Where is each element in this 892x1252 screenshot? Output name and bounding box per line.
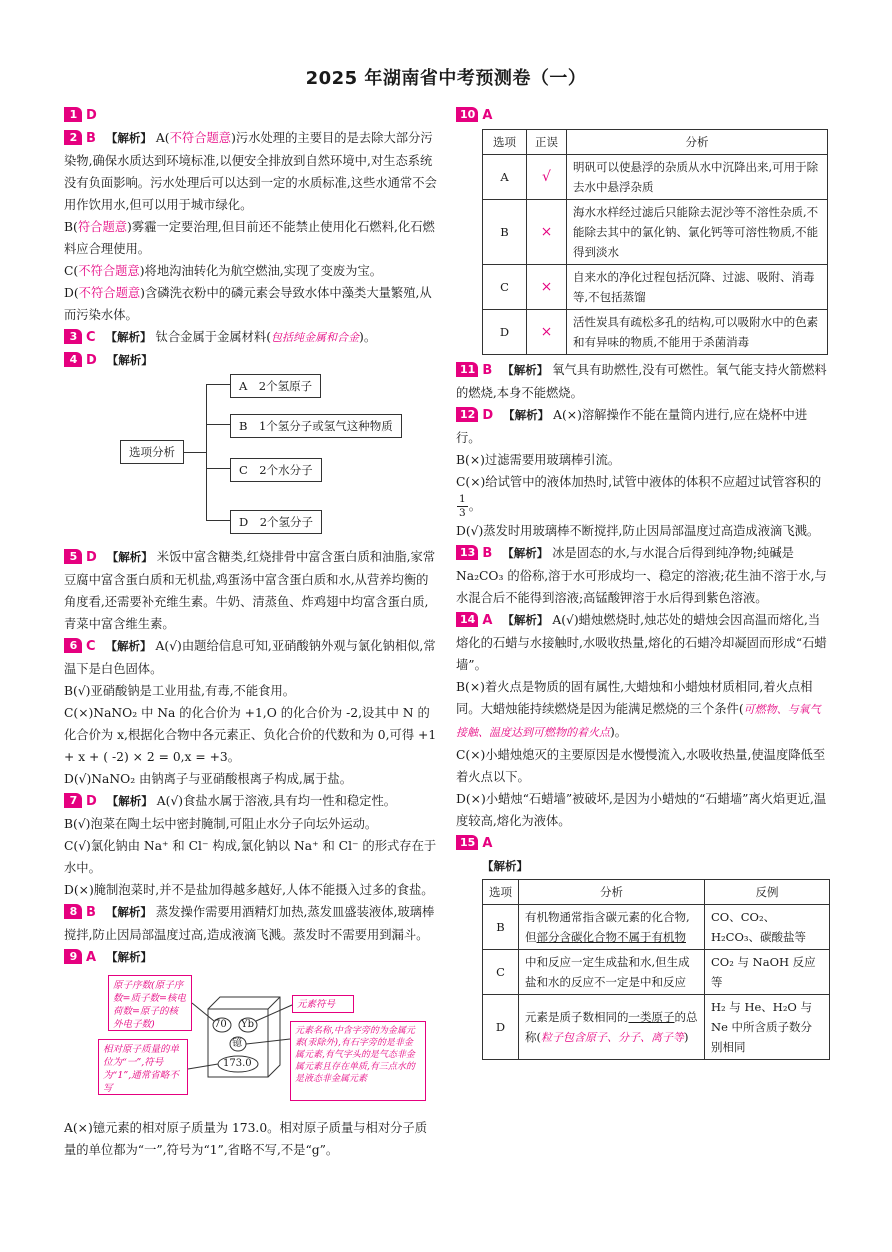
- question-number: 2: [64, 130, 82, 145]
- question-13: [456, 542, 830, 609]
- diagram-root: 选项分析: [120, 440, 184, 464]
- table-header-row: [483, 130, 828, 155]
- table-cell: 中和反应一定生成盐和水,但生成盐和水的反应不一定是中和反应: [519, 950, 705, 995]
- wrong-mark: ×: [527, 310, 567, 355]
- question-number: 9: [64, 949, 82, 964]
- cell-name: 镱: [232, 1038, 242, 1049]
- analysis-label: 【解析】: [503, 408, 550, 422]
- answer-letter: C: [86, 330, 96, 345]
- answer-letter: B: [482, 363, 493, 378]
- option-text: A(√)蜡烛燃烧时,烛芯处的蜡烛会因高温而熔化,当熔化的石蜡与水接触时,水吸收热量,熔化的石蜡冷却凝固而形成“石蜡墙”。: [456, 613, 827, 672]
- analysis-text: 冰是固态的水,与水混合后得到纯净物;纯碱是 Na₂CO₃ 的俗称,溶于水可形成均一、稳定的溶液;花生油不溶于水,与水混合后不能得到溶液;高锰酸钾溶于水后得到紫色溶液。: [456, 546, 827, 605]
- option-text: A(×)溶解操作不能在量筒内进行,应在烧杯中进行。: [456, 408, 808, 445]
- diagram-item-a: A 2个氢原子: [230, 374, 321, 398]
- diagram-item-d: D 2个氢分子: [230, 510, 322, 534]
- question-1: [64, 104, 438, 127]
- analysis-label: 【解析】: [106, 353, 153, 367]
- table-header-row: [483, 880, 830, 905]
- answer-letter: D: [86, 108, 97, 123]
- question-4: [64, 349, 438, 542]
- diagram-item-b: B 1个氢分子或氢气这种物质: [230, 414, 402, 438]
- question-number: 12: [456, 407, 478, 422]
- question-2: [64, 127, 438, 326]
- cell-text: 有机物通常指含碳元素的化合物,但: [525, 910, 690, 944]
- option-text: )含磷洗衣粉中的磷元素会导致水体中藻类大量繁殖,从而污染水体。: [64, 286, 432, 322]
- analysis-label: 【解析】: [105, 131, 152, 145]
- option-text: C(×)给试管中的液体加热时,试管中液体的体积不应超过试管容积的: [456, 475, 822, 489]
- option-prefix: A(: [155, 131, 170, 145]
- option-text: 。: [468, 499, 481, 513]
- counterexample-table: [482, 879, 830, 1060]
- correct-mark: √: [527, 155, 567, 200]
- cell-mass: 173.0: [223, 1058, 252, 1069]
- question-number: 8: [64, 904, 82, 919]
- option-text: )污水处理的主要目的是去除大部分污染物,确保水质达到环境标准,以便安全排放到自然环境中,对生态系统没有负面影响。污水处理后可以达到一定的水质标准,这些水通常不会用作饮用水,但可以用于城市绿化。: [64, 131, 437, 212]
- handwritten-note: 可燃物、与氧气接触、温度达到可燃物的着火点: [456, 703, 821, 739]
- option-text: D(×)小蜡烛“石蜡墙”被破坏,是因为小蜡烛的“石蜡墙”离火焰更近,温度较高,熔化为液体。: [456, 792, 827, 828]
- question-number: 5: [64, 549, 82, 564]
- option-text: )雾霾一定要治理,但目前还不能禁止使用化石燃料,化石燃料应合理使用。: [64, 220, 435, 256]
- answer-letter: A: [482, 108, 493, 123]
- question-15: [456, 832, 830, 1060]
- connector-line: [206, 520, 230, 521]
- table-cell: [519, 995, 705, 1060]
- question-number: 3: [64, 329, 82, 344]
- table-cell: B: [483, 200, 527, 265]
- option-text: B(×)着火点是物质的固有属性,大蜡烛和小蜡烛材质相同,着火点相同。大蜡烛能持续燃烧是因为能满足燃烧的三个条件(: [456, 680, 813, 716]
- wrong-mark: ×: [527, 200, 567, 265]
- underlined-text: 部分含碳化合物不属于有机物: [536, 930, 686, 944]
- table-cell: C: [483, 950, 519, 995]
- table-cell: A: [483, 155, 527, 200]
- question-12: [456, 404, 830, 542]
- fraction-numerator: 1: [459, 493, 466, 505]
- table-header: 反例: [705, 880, 830, 905]
- analysis-label: 【解析】: [482, 859, 528, 873]
- wrong-mark: ×: [527, 265, 567, 310]
- element-cell-diagram: [64, 969, 438, 1117]
- table-row: [483, 905, 830, 950]
- annotation-name: 元素名称,中含字旁的为金属元素(汞除外),有石字旁的是非金属元素,有气字头的是气态非金属元素且存在单质,有三点水的是液态非金属元素: [290, 1021, 426, 1101]
- diagram-item-c: C 2个水分子: [230, 458, 322, 482]
- underlined-text: 一类原子: [628, 1009, 675, 1024]
- question-9: [64, 946, 438, 1161]
- analysis-label: 【解析】: [105, 330, 152, 344]
- analysis-text: A(×)镱元素的相对原子质量为 173.0。相对原子质量与相对分子质量的单位都为“一”,符号为“1”,省略不写,不是“g”。: [64, 1121, 428, 1157]
- analysis-table: [482, 129, 828, 355]
- cell-text: 元素是质子数相同的: [525, 1009, 629, 1024]
- fraction-denominator: 3: [459, 507, 466, 519]
- connector-line: [206, 468, 230, 469]
- table-cell: 活性炭具有疏松多孔的结构,可以吸附水中的色素和有异味的物质,不能用于杀菌消毒: [567, 310, 828, 355]
- cube-sketch: [64, 969, 438, 1117]
- table-header: 选项: [483, 130, 527, 155]
- option-tag: 不符合题意: [169, 131, 232, 145]
- analysis-label: 【解析】: [106, 950, 153, 964]
- analysis-label: 【解析】: [502, 363, 549, 377]
- analysis-label: 【解析】: [106, 550, 153, 564]
- table-cell: B: [483, 905, 519, 950]
- option-text: C(√)氯化钠由 Na⁺ 和 Cl⁻ 构成,氯化钠以 Na⁺ 和 Cl⁻ 的形式存在于水中。: [64, 839, 437, 875]
- question-5: [64, 546, 438, 635]
- handwritten-note: 粒子包含原子、分子、离子等: [541, 1030, 684, 1044]
- option-text: A(√)食盐水属于溶液,具有均一性和稳定性。: [156, 794, 397, 808]
- table-cell: D: [483, 310, 527, 355]
- option-prefix: B(: [64, 220, 78, 234]
- analysis-label: 【解析】: [106, 794, 153, 808]
- table-cell: CO₂ 与 NaOH 反应等: [705, 950, 830, 995]
- table-row: [483, 200, 828, 265]
- option-prefix: D(: [64, 286, 79, 300]
- option-text: )。: [610, 725, 628, 739]
- answer-letter: B: [86, 905, 96, 920]
- table-header: 正误: [527, 130, 567, 155]
- option-tag: 不符合题意: [78, 286, 141, 300]
- answer-letter: A: [86, 950, 97, 965]
- option-text: B(×)过滤需要用玻璃棒引流。: [456, 453, 621, 467]
- annotation-symbol: 元素符号: [292, 995, 354, 1013]
- table-header: 分析: [519, 880, 705, 905]
- analysis-label: 【解析】: [105, 639, 152, 653]
- question-10: [456, 104, 830, 355]
- option-analysis-diagram: [64, 372, 438, 542]
- table-row: [483, 265, 828, 310]
- option-text: A(√)由题给信息可知,亚硝酸钠外观与氯化钠相似,常温下是白色固体。: [64, 639, 436, 676]
- table-header: 分析: [567, 130, 828, 155]
- table-cell: CO、CO₂、H₂CO₃、碳酸盐等: [705, 905, 830, 950]
- option-tag: 不符合题意: [78, 264, 140, 278]
- answer-letter: D: [482, 408, 494, 423]
- analysis-text: 蒸发操作需要用酒精灯加热,蒸发皿盛装液体,玻璃棒搅拌,防止因局部温度过高,造成液滴飞溅。蒸发时不需要用到漏斗。: [64, 905, 435, 942]
- question-number: 10: [456, 107, 478, 122]
- right-column: [456, 104, 830, 1060]
- option-text: C(×)小蜡烛熄灭的主要原因是水慢慢流入,水吸收热量,使温度降低至着火点以下。: [456, 748, 826, 784]
- question-number: 13: [456, 545, 478, 560]
- analysis-text: )。: [359, 330, 377, 344]
- table-cell: 自来水的净化过程包括沉降、过滤、吸附、消毒等,不包括蒸馏: [567, 265, 828, 310]
- answer-letter: D: [86, 794, 97, 809]
- answer-letter: B: [482, 546, 493, 561]
- option-text: D(√)NaNO₂ 由钠离子与亚硝酸根离子构成,属于盐。: [64, 772, 353, 786]
- connector-line: [206, 384, 230, 385]
- answer-letter: B: [86, 131, 96, 146]
- cell-text: 的总称(: [525, 1009, 698, 1044]
- answer-letter: D: [86, 550, 97, 565]
- cell-symbol: Yb: [241, 1019, 255, 1030]
- question-8: [64, 901, 438, 946]
- option-prefix: C(: [64, 264, 79, 278]
- answer-letter: A: [482, 613, 493, 628]
- table-cell: 明矾可以使悬浮的杂质从水中沉降出来,可用于除去水中悬浮杂质: [567, 155, 828, 200]
- answer-letter: A: [482, 836, 493, 851]
- option-text: )将地沟油转化为航空燃油,实现了变废为宝。: [139, 264, 383, 278]
- option-text: B(√)泡菜在陶土坛中密封腌制,可阻止水分子向坛外运动。: [64, 817, 378, 831]
- table-cell: 海水水样经过滤后只能除去泥沙等不溶性杂质,不能除去其中的氯化钠、氯化钙等可溶性物质,不能得到淡水: [567, 200, 828, 265]
- question-3: [64, 326, 438, 349]
- analysis-label: 【解析】: [105, 905, 152, 919]
- handwritten-note: 包括纯金属和合金: [271, 331, 360, 344]
- connector-line: [184, 452, 206, 453]
- question-number: 4: [64, 352, 82, 367]
- option-tag: 符合题意: [77, 220, 128, 234]
- table-row: [483, 155, 828, 200]
- question-14: [456, 609, 830, 832]
- question-11: [456, 359, 830, 404]
- table-row: [483, 310, 828, 355]
- option-text: C(×)NaNO₂ 中 Na 的化合价为 +1,O 的化合价为 -2,设其中 N 的化合价为 x,根据化合物中各元素正、负化合价的代数和为 0,可得 +1 + x + ( -2) × 2 = 0,x = +3。: [64, 706, 437, 764]
- table-header: 选项: [483, 880, 519, 905]
- answer-letter: C: [86, 639, 96, 654]
- connector-line: [206, 424, 230, 425]
- question-number: 7: [64, 793, 82, 808]
- annotation-atomic-number: 原子序数(原子序数=质子数=核电荷数=原子的核外电子数): [108, 975, 192, 1031]
- question-number: 14: [456, 612, 478, 627]
- cell-atomic-number: 70: [214, 1019, 227, 1030]
- analysis-label: 【解析】: [502, 613, 549, 627]
- question-number: 11: [456, 362, 478, 377]
- option-text: D(×)腌制泡菜时,并不是盐加得越多越好,人体不能摄入过多的食盐。: [64, 883, 434, 897]
- question-7: [64, 790, 438, 901]
- analysis-text: 米饭中富含糖类,红烧排骨中富含蛋白质和油脂,家常豆腐中富含蛋白质和无机盐,鸡蛋汤中富含蛋白质和水,从营养均衡的角度看,还需要补充维生素。牛奶、清蒸鱼、炸鸡翅中均富含蛋白质,青菜中富含维生素。: [64, 550, 436, 631]
- table-cell: [519, 905, 705, 950]
- table-row: [483, 995, 830, 1060]
- page-title: 2025 年湖南省中考预测卷（一）: [305, 68, 587, 89]
- table-cell: C: [483, 265, 527, 310]
- question-number: 6: [64, 638, 82, 653]
- question-6: [64, 635, 438, 790]
- answer-letter: D: [86, 353, 97, 368]
- analysis-text: 钛合金属于金属材料(: [155, 330, 272, 344]
- connector-line: [206, 384, 207, 520]
- analysis-text: 氧气具有助燃性,没有可燃性。氧气能支持火箭燃料的燃烧,本身不能燃烧。: [456, 363, 827, 400]
- left-column: [64, 104, 438, 1161]
- annotation-mass: 相对原子质量的单位为“一”,符号为“1”,通常省略不写: [98, 1039, 188, 1095]
- fraction: [457, 493, 468, 520]
- analysis-label: 【解析】: [502, 546, 549, 560]
- cell-text: ): [684, 1029, 689, 1044]
- table-row: [483, 950, 830, 995]
- question-number: 15: [456, 835, 478, 850]
- table-cell: D: [483, 995, 519, 1060]
- question-number: 1: [64, 107, 82, 122]
- option-text: B(√)亚硝酸钠是工业用盐,有毒,不能食用。: [64, 684, 296, 698]
- option-text: D(√)蒸发时用玻璃棒不断搅拌,防止因局部温度过高造成液滴飞溅。: [456, 524, 820, 538]
- table-cell: H₂ 与 He、H₂O 与 Ne 中所含质子数分别相同: [705, 995, 830, 1060]
